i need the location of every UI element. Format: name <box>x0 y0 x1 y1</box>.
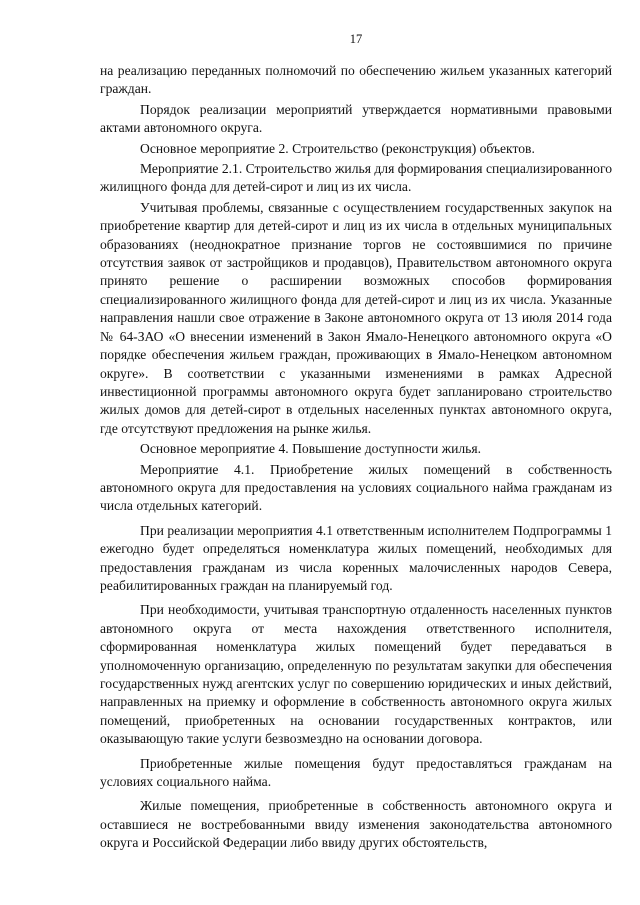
paragraph-social-rent: Приобретенные жилые помещения будут предоставляться гражданам на условиях социального найма. <box>100 755 612 790</box>
paragraph-main-activity-4: Основное мероприятие 4. Повышение доступности жилья. <box>140 441 482 457</box>
paragraph-activity-4-1: Мероприятие 4.1. Приобретение жилых помещений в собственность автономного округа для предоставления на условиях социального найма гражданам из числа отдельных категорий. <box>100 461 612 514</box>
page-number: 17 <box>349 32 363 46</box>
paragraph-continuation: на реализацию переданных полномочий по обеспечению жильем указанных категорий граждан. <box>100 63 612 97</box>
paragraph-unclaimed-premises: Жилые помещения, приобретенные в собственность автономного округа и оставшиеся не востребованными ввиду изменения законодательства автономного округа и Российской Федерации либо ввиду других обстоятельств, <box>100 798 612 851</box>
paragraph-nomenclature: При реализации мероприятия 4.1 ответственным исполнителем Подпрограммы 1 ежегодно будет определяться номенклатура жилых помещений, необходимых для предоставления гражданам из числа коренных малочисленных народов Севера, реабилитированных граждан на планируемый год. <box>100 522 612 593</box>
paragraph-procedure: Порядок реализации мероприятий утверждается нормативными правовыми актами автономного округа. <box>100 101 612 136</box>
document-body <box>100 62 612 855</box>
paragraph-procurement-problems: Учитывая проблемы, связанные с осуществлением государственных закупок на приобретение квартир для детей-сирот и лиц из их числа в отдельных муниципальных образованиях (неоднократное признание торгов не состоявшимися по причине отсутствия заявок от застройщиков и продавцов), Правительством автономного округа принято решение о расширении возможных способов формирования специализированного жилищного фонда для детей-сирот и лиц из их числа. Указанные направления нашли свое отражение в Законе автономного округа от 13 июля 2014 года № 64-ЗАО «О внесении изменений в Закон Ямало-Ненецкого автономного округа «О порядке обеспечения жильем граждан, проживающих в Ямало-Ненецком автономном округе». В соответствии с указанными изменениями в рамках Адресной инвестиционной программы автономного округа будет запланировано строительство жилых домов для детей-сирот в отдельных населенных пунктах автономного округа, где отсутствуют предложения на рынке жилья. <box>100 199 612 436</box>
paragraph-main-activity-2: Основное мероприятие 2. Строительство (реконструкция) объектов. <box>140 140 535 156</box>
paragraph-activity-2-1: Мероприятие 2.1. Строительство жилья для формирования специализированного жилищного фонда для детей-сирот и лиц из их числа. <box>100 161 612 195</box>
paragraph-transport-distance: При необходимости, учитывая транспортную отдаленность населенных пунктов автономного округа от места нахождения ответственного исполнителя, сформированная номенклатура жилых помещений будет передаваться в уполномоченную организацию, определенную по результатам закупки для обеспечения государственных нужд агентских услуг по совершению юридических и иных действий, направленных на приемку и оформление в собственность автономного округа жилых помещений, приобретенных на основании государственных контрактов, или оказывающую такие услуги безвозмездно на основании договора. <box>100 602 612 747</box>
